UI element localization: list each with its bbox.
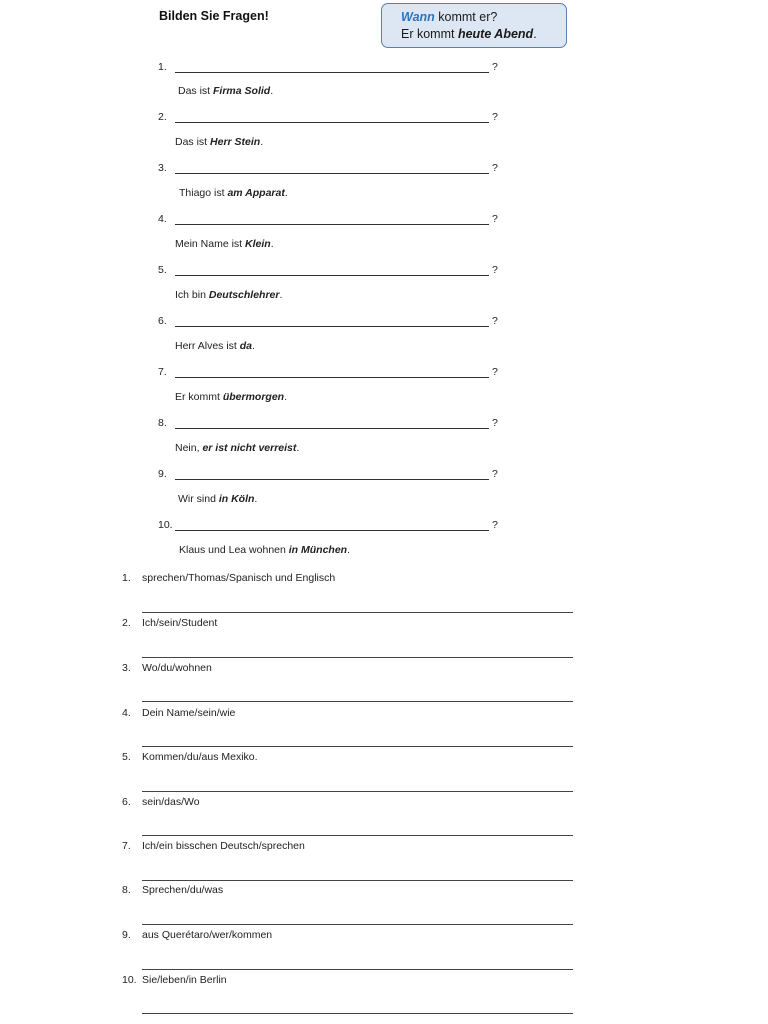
example-answer-after: .: [533, 27, 537, 41]
question-mark: ?: [492, 111, 498, 123]
answer-line[interactable]: [175, 428, 489, 429]
answer-line[interactable]: [175, 326, 489, 327]
answer-line[interactable]: [175, 173, 489, 174]
answer-key-phrase: Firma Solid: [213, 85, 271, 97]
write-line[interactable]: [142, 969, 573, 970]
example-box: [381, 3, 567, 48]
answer-text: Ich bin: [175, 289, 209, 301]
answer-key-phrase: er ist nicht verreist: [202, 442, 297, 454]
given-answer: [178, 85, 273, 97]
answer-text-end: .: [254, 493, 258, 505]
given-answer: [175, 442, 299, 454]
prompt-text: Ich/ein bisschen Deutsch/sprechen: [142, 840, 305, 852]
answer-text: Herr Alves ist: [175, 340, 240, 352]
prompt-number: 3.: [122, 662, 131, 674]
answer-text-end: .: [270, 85, 274, 97]
answer-line[interactable]: [175, 530, 489, 531]
question-number: 4.: [158, 213, 167, 225]
given-answer: [175, 238, 274, 250]
answer-text-end: .: [284, 187, 288, 199]
question-mark: ?: [492, 468, 498, 480]
answer-line[interactable]: [175, 275, 489, 276]
answer-text-end: .: [260, 136, 264, 148]
question-number: 2.: [158, 111, 167, 123]
question-number: 10.: [158, 519, 173, 531]
prompt-text: sein/das/Wo: [142, 796, 200, 808]
given-answer: [179, 187, 288, 199]
given-answer: [175, 289, 282, 301]
prompt-number: 6.: [122, 796, 131, 808]
answer-line[interactable]: [175, 122, 489, 123]
answer-key-phrase: Klein: [245, 238, 271, 250]
question-mark: ?: [492, 162, 498, 174]
question-mark: ?: [492, 315, 498, 327]
question-number: 5.: [158, 264, 167, 276]
question-number: 6.: [158, 315, 167, 327]
write-line[interactable]: [142, 657, 573, 658]
prompt-number: 4.: [122, 707, 131, 719]
prompt-number: 8.: [122, 884, 131, 896]
answer-text: Klaus und Lea wohnen: [179, 544, 289, 556]
given-answer: [175, 136, 263, 148]
answer-key-phrase: Herr Stein: [210, 136, 261, 148]
prompt-number: 2.: [122, 617, 131, 629]
question-number: 7.: [158, 366, 167, 378]
example-answer-before: Er kommt: [401, 27, 458, 41]
answer-line[interactable]: [175, 479, 489, 480]
answer-text-end: .: [296, 442, 300, 454]
write-line[interactable]: [142, 1013, 573, 1014]
answer-text-end: .: [270, 238, 274, 250]
question-mark: ?: [492, 213, 498, 225]
prompt-text: aus Querétaro/wer/kommen: [142, 929, 273, 941]
prompt-number: 5.: [122, 751, 131, 763]
answer-key-phrase: übermorgen: [222, 391, 285, 403]
given-answer: [179, 544, 350, 556]
answer-text: Er kommt: [175, 391, 223, 403]
prompt-text: sprechen/Thomas/Spanisch und Englisch: [142, 572, 336, 584]
example-question-word: Wann: [401, 10, 435, 24]
answer-text-end: .: [279, 289, 283, 301]
answer-line[interactable]: [175, 72, 489, 73]
prompt-number: 10.: [122, 974, 137, 986]
write-line[interactable]: [142, 701, 573, 702]
answer-text: Das ist: [175, 136, 211, 148]
answer-line[interactable]: [175, 377, 489, 378]
question-mark: ?: [492, 519, 498, 531]
answer-key-phrase: in Köln: [218, 493, 255, 505]
question-number: 3.: [158, 162, 167, 174]
prompt-number: 1.: [122, 572, 131, 584]
page-title: Bilden Sie Fragen!: [159, 9, 269, 23]
answer-text: Das ist: [178, 85, 214, 97]
question-mark: ?: [492, 417, 498, 429]
answer-text-end: .: [284, 391, 288, 403]
question-number: 8.: [158, 417, 167, 429]
prompt-number: 9.: [122, 929, 131, 941]
prompt-text: Kommen/du/aus Mexiko.: [142, 751, 258, 763]
example-question: [401, 9, 566, 26]
write-line[interactable]: [142, 924, 573, 925]
example-answer: [401, 26, 566, 43]
prompt-text: Wo/du/wohnen: [142, 662, 212, 674]
answer-key-phrase: in München: [288, 544, 348, 556]
answer-text: Wir sind: [178, 493, 219, 505]
question-number: 1.: [158, 61, 167, 73]
prompt-number: 7.: [122, 840, 131, 852]
given-answer: [178, 493, 257, 505]
write-line[interactable]: [142, 791, 573, 792]
answer-key-phrase: am Apparat: [227, 187, 285, 199]
question-mark: ?: [492, 61, 498, 73]
prompt-text: Sie/leben/in Berlin: [142, 974, 227, 986]
write-line[interactable]: [142, 880, 573, 881]
given-answer: [175, 340, 255, 352]
answer-key-phrase: Deutschlehrer: [208, 289, 280, 301]
answer-text: Mein Name ist: [175, 238, 246, 250]
example-question-rest: kommt er?: [434, 10, 498, 24]
answer-text-end: .: [347, 544, 351, 556]
answer-text: Thiago ist: [179, 187, 228, 199]
answer-text-end: .: [252, 340, 255, 352]
example-answer-bold: heute Abend: [457, 27, 534, 41]
question-mark: ?: [492, 264, 498, 276]
question-number: 9.: [158, 468, 167, 480]
write-line[interactable]: [142, 835, 573, 836]
write-line[interactable]: [142, 746, 573, 747]
answer-line[interactable]: [175, 224, 489, 225]
answer-key-phrase: da: [239, 340, 253, 352]
question-mark: ?: [492, 366, 498, 378]
write-line[interactable]: [142, 612, 573, 613]
given-answer: [175, 391, 287, 403]
prompt-text: Dein Name/sein/wie: [142, 707, 236, 719]
prompt-text: Sprechen/du/was: [142, 884, 224, 896]
prompt-text: Ich/sein/Student: [142, 617, 218, 629]
answer-text: Nein,: [175, 442, 203, 454]
